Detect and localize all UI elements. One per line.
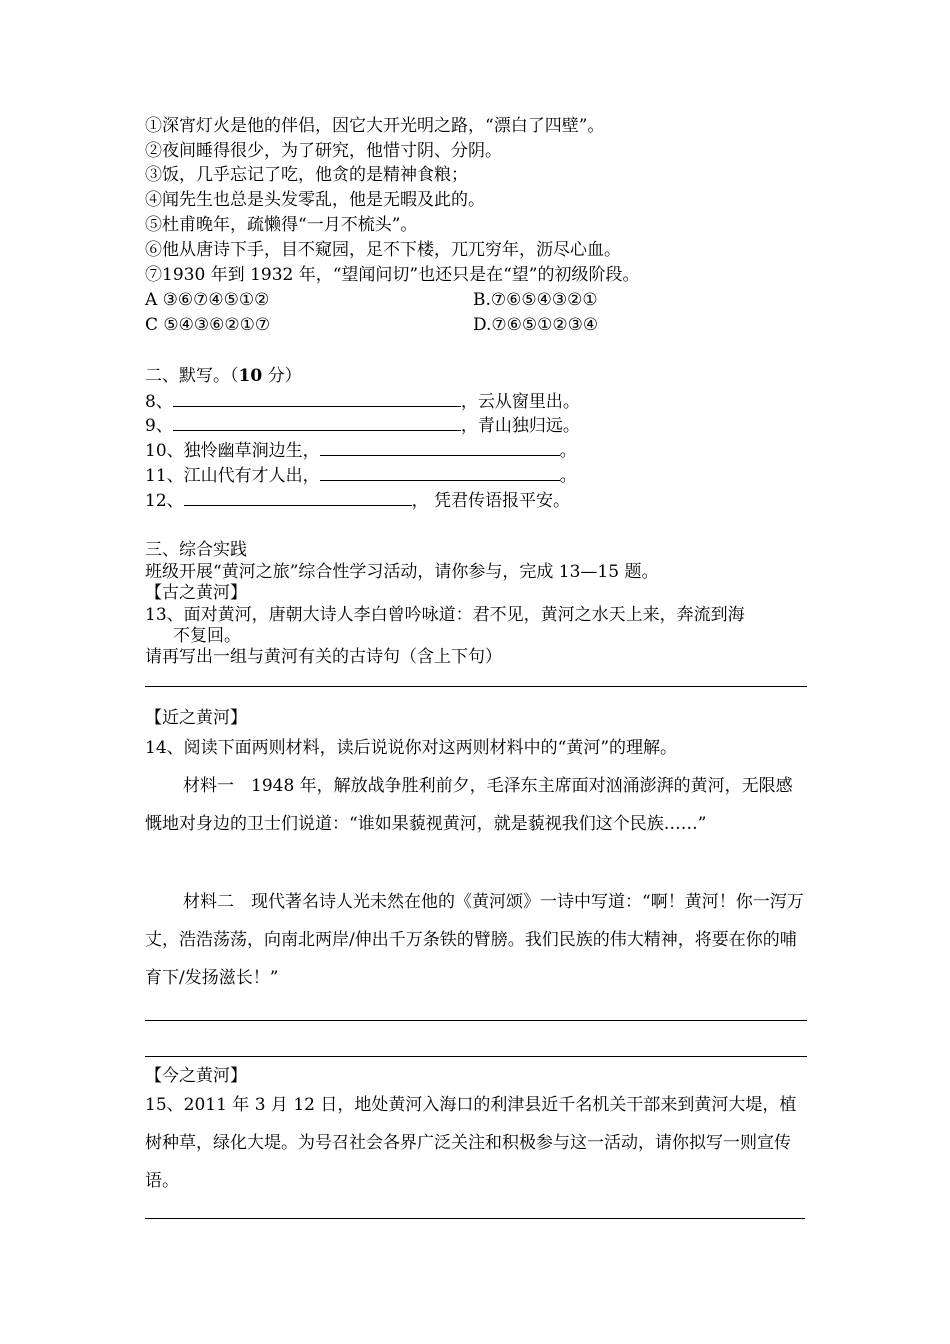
ordering-item-6: ⑥他从唐诗下手，目不窥园，足不下楼，兀兀穷年，沥尽心血。 bbox=[145, 240, 621, 260]
today-heading: 【今之黄河】 bbox=[145, 1066, 247, 1086]
modern-heading: 【近之黄河】 bbox=[145, 708, 247, 728]
ordering-item-5: ⑤杜甫晚年，疏懒得“一月不梳头”。 bbox=[145, 215, 418, 235]
material-1: 材料一 1948 年，解放战争胜利前夕，毛泽东主席面对汹涌澎湃的黄河，无限感慨地对身边的卫士们说道：“谁如果藐视黄河，就是藐视我们这个民族……” bbox=[145, 776, 793, 834]
section2-title-suffix: 分） bbox=[262, 366, 302, 386]
q14-answer-line-1[interactable] bbox=[145, 1020, 807, 1021]
section2-title bbox=[145, 365, 302, 387]
q11-tail: 。 bbox=[559, 466, 577, 486]
q10-head: 10、独怜幽草涧边生， bbox=[145, 441, 320, 461]
option-c: C ⑤④③⑥②①⑦ bbox=[145, 315, 271, 335]
section2-points: 10 bbox=[238, 366, 263, 386]
q15-question: 15、2011 年 3 月 12 日，地处黄河入海口的利津县近千名机关干部来到黄河大堤，植树种草，绿化大堤。为号召社会各界广泛关注和积极参与这一活动，请你拟写一则宣传语。 bbox=[145, 1095, 797, 1191]
q9-tail: ，青山独归远。 bbox=[460, 416, 580, 436]
q9-number: 9、 bbox=[145, 416, 173, 436]
q10-blank[interactable] bbox=[320, 439, 560, 456]
q9 bbox=[145, 414, 580, 437]
q12 bbox=[145, 489, 570, 512]
q12-number: 12、 bbox=[145, 491, 184, 511]
q14-question: 14、阅读下面两则材料，读后说说你对这两则材料中的“黄河”的理解。 bbox=[145, 738, 678, 758]
q14-answer-line-2[interactable] bbox=[145, 1056, 807, 1057]
option-b: B.⑦⑥⑤④③②① bbox=[473, 290, 598, 310]
section2-title-prefix: 二、默写。（ bbox=[145, 366, 239, 386]
q11-blank[interactable] bbox=[320, 464, 560, 481]
ordering-item-4: ④闻先生也总是头发零乱，他是无暇及此的。 bbox=[145, 190, 485, 210]
ordering-item-2: ②夜间睡得很少，为了研究，他惜寸阴、分阴。 bbox=[145, 141, 502, 161]
q13-line1: 13、面对黄河，唐朝大诗人李白曾吟咏道：君不见，黄河之水天上来，奔流到海 bbox=[145, 605, 745, 625]
q13-prompt: 请再写出一组与黄河有关的古诗句（含上下句） bbox=[145, 647, 502, 667]
ordering-item-1: ①深宵灯火是他的伴侣，因它大开光明之路，“漂白了四壁”。 bbox=[145, 116, 605, 136]
q10-tail: 。 bbox=[559, 441, 577, 461]
q8-number: 8、 bbox=[145, 392, 173, 412]
option-d: D.⑦⑥⑤①②③④ bbox=[473, 315, 599, 335]
q8 bbox=[145, 390, 580, 413]
ordering-item-7: ⑦1930 年到 1932 年，“望闻问切”也还只是在“望”的初级阶段。 bbox=[145, 265, 640, 285]
section3-title: 三、综合实践 bbox=[145, 540, 247, 560]
ancient-heading: 【古之黄河】 bbox=[145, 583, 247, 603]
q10 bbox=[145, 439, 577, 462]
q9-blank[interactable] bbox=[173, 414, 461, 431]
q8-blank[interactable] bbox=[173, 390, 461, 407]
q8-tail: ，云从窗里出。 bbox=[460, 392, 580, 412]
q11 bbox=[145, 464, 577, 487]
section3-intro: 班级开展“黄河之旅”综合性学习活动，请你参与，完成 13—15 题。 bbox=[145, 562, 659, 582]
q13-line2: 不复回。 bbox=[173, 626, 241, 646]
q11-head: 11、江山代有才人出， bbox=[145, 466, 320, 486]
q12-tail: ， 凭君传语报平安。 bbox=[411, 491, 571, 511]
q15-answer-line[interactable] bbox=[145, 1218, 805, 1219]
ordering-item-3: ③饭，几乎忘记了吃，他贪的是精神食粮； bbox=[145, 165, 468, 185]
q12-blank[interactable] bbox=[184, 489, 412, 506]
material-2: 材料二 现代著名诗人光未然在他的《黄河颂》一诗中写道：“啊！黄河！你一泻万丈，浩浩荡荡，向南北两岸/伸出千万条铁的臂膀。我们民族的伟大精神，将要在你的哺育下/发扬滋长！” bbox=[145, 892, 804, 988]
q13-answer-line[interactable] bbox=[145, 686, 807, 687]
option-a: A ③⑥⑦④⑤①② bbox=[145, 290, 270, 310]
